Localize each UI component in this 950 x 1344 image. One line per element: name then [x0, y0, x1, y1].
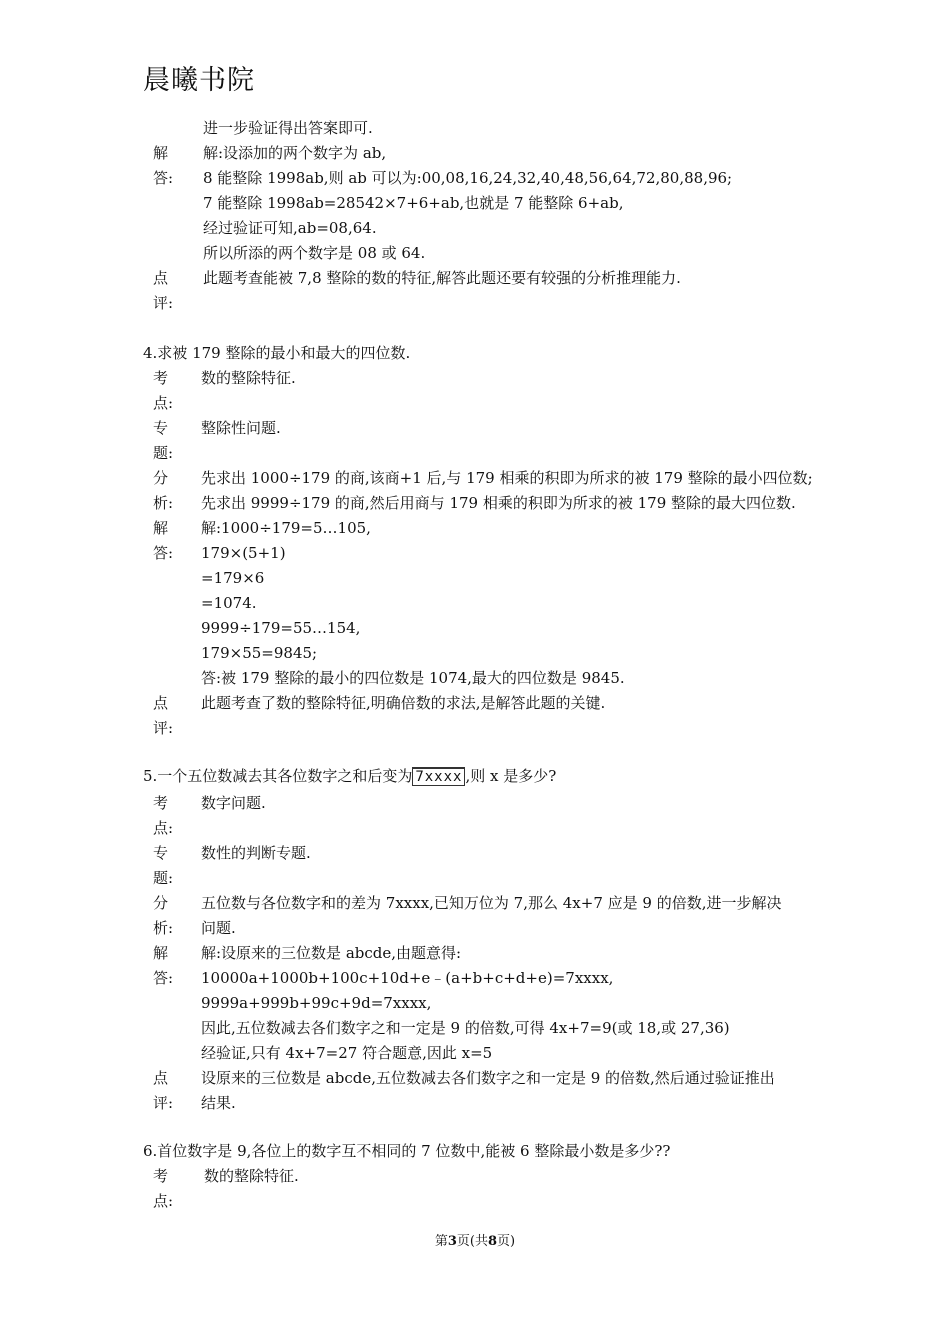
answer-line: =179×6 [201, 569, 265, 587]
analysis-line: 五位数与各位数字和的差为 7xxxx,已知万位为 7,那么 4x+7 应是 9 的倍数,进一步解决 [201, 894, 782, 912]
analysis-line: 先求出 9999÷179 的商,然后用商与 179 相乘的积即为所求的被 179 整除的最大四位数. [201, 494, 796, 512]
comment-line: 结果. [201, 1094, 236, 1112]
comment-label: 点 [153, 1069, 169, 1087]
point-label: 点: [153, 819, 174, 837]
answer-line: 解:1000÷179=5…105, [201, 519, 371, 537]
topic-text: 整除性问题. [201, 419, 281, 437]
page-footer [0, 1230, 950, 1249]
topic-label: 题: [153, 444, 174, 462]
answer-line: =1074. [201, 594, 257, 612]
point-text: 数的整除特征. [201, 369, 296, 387]
footer-middle: 页(共 [456, 1234, 488, 1249]
answer-line: 因此,五位数减去各们数字之和一定是 9 的倍数,可得 4x+7=9(或 18,或 27,36) [201, 1019, 730, 1037]
answer-label: 解 [153, 519, 169, 537]
page-number: 3 [447, 1234, 457, 1249]
point-label: 点: [153, 394, 174, 412]
answer-line: 7 能整除 1998ab=28542×7+6+ab,也就是 7 能整除 6+ab, [203, 194, 624, 212]
point-label: 考 [153, 1167, 169, 1185]
comment-label: 评: [153, 719, 174, 737]
question-title: 4.求被 179 整除的最小和最大的四位数. [143, 344, 411, 362]
comment-label: 点 [153, 694, 169, 712]
comment-label: 点 [153, 269, 169, 287]
question-title [143, 766, 556, 786]
answer-line: 经过验证可知,ab=08,64. [203, 219, 377, 237]
footer-suffix: 页) [497, 1234, 516, 1249]
analysis-label: 分 [153, 894, 169, 912]
answer-line: 8 能整除 1998ab,则 ab 可以为:00,08,16,24,32,40,48,56,64,72,80,88,96; [203, 169, 733, 187]
answer-line: 答:被 179 整除的最小的四位数是 1074,最大的四位数是 9845. [201, 669, 625, 687]
comment-line: 设原来的三位数是 abcde,五位数减去各们数字之和一定是 9 的倍数,然后通过验证推出 [201, 1069, 775, 1087]
comment-label: 评: [153, 294, 174, 312]
topic-label: 专 [153, 844, 169, 862]
answer-line: 9999a+999b+99c+9d=7xxxx, [201, 994, 432, 1012]
analysis-line: 问题. [201, 919, 236, 937]
brand-title: 晨曦书院 [143, 65, 255, 96]
point-text: 数字问题. [201, 794, 266, 812]
number-box: 7xxxx [412, 767, 465, 786]
answer-line: 所以所添的两个数字是 08 或 64. [203, 244, 426, 262]
analysis-label: 析: [153, 919, 174, 937]
answer-label: 解 [153, 944, 169, 962]
answer-line: 解:设原来的三位数是 abcde,由题意得: [201, 944, 462, 962]
point-label: 点: [153, 1192, 174, 1210]
comment-label: 评: [153, 1094, 174, 1112]
answer-line: 9999÷179=55…154, [201, 619, 361, 637]
answer-line: 经验证,只有 4x+7=27 符合题意,因此 x=5 [201, 1044, 493, 1062]
analysis-label: 析: [153, 494, 174, 512]
point-label: 考 [153, 369, 169, 387]
total-pages: 8 [488, 1234, 498, 1249]
analysis-text: 进一步验证得出答案即可. [203, 119, 373, 137]
question-title-text: ,则 x 是多少? [465, 767, 557, 785]
answer-label: 答: [153, 169, 174, 187]
analysis-label: 分 [153, 469, 169, 487]
question-title-text: 5.一个五位数减去其各位数字之和后变为 [143, 767, 413, 785]
point-text: 数的整除特征. [204, 1167, 299, 1185]
footer-prefix: 第 [434, 1234, 448, 1249]
comment-text: 此题考查能被 7,8 整除的数的特征,解答此题还要有较强的分析推理能力. [203, 269, 681, 287]
analysis-line: 先求出 1000÷179 的商,该商+1 后,与 179 相乘的积即为所求的被 179 整除的最小四位数; [201, 469, 813, 487]
topic-text: 数性的判断专题. [201, 844, 311, 862]
question-title: 6.首位数字是 9,各位上的数字互不相同的 7 位数中,能被 6 整除最小数是多少?? [143, 1142, 671, 1160]
answer-line: 179×55=9845; [201, 644, 318, 662]
answer-line: 解:设添加的两个数字为 ab, [203, 144, 387, 162]
topic-label: 题: [153, 869, 174, 887]
answer-line: 10000a+1000b+100c+10d+e﹣(a+b+c+d+e)=7xxxx, [201, 969, 614, 987]
answer-label: 答: [153, 969, 174, 987]
point-label: 考 [153, 794, 169, 812]
topic-label: 专 [153, 419, 169, 437]
answer-line: 179×(5+1) [201, 544, 286, 562]
answer-label: 答: [153, 544, 174, 562]
answer-label: 解 [153, 144, 169, 162]
comment-text: 此题考查了数的整除特征,明确倍数的求法,是解答此题的关键. [201, 694, 606, 712]
